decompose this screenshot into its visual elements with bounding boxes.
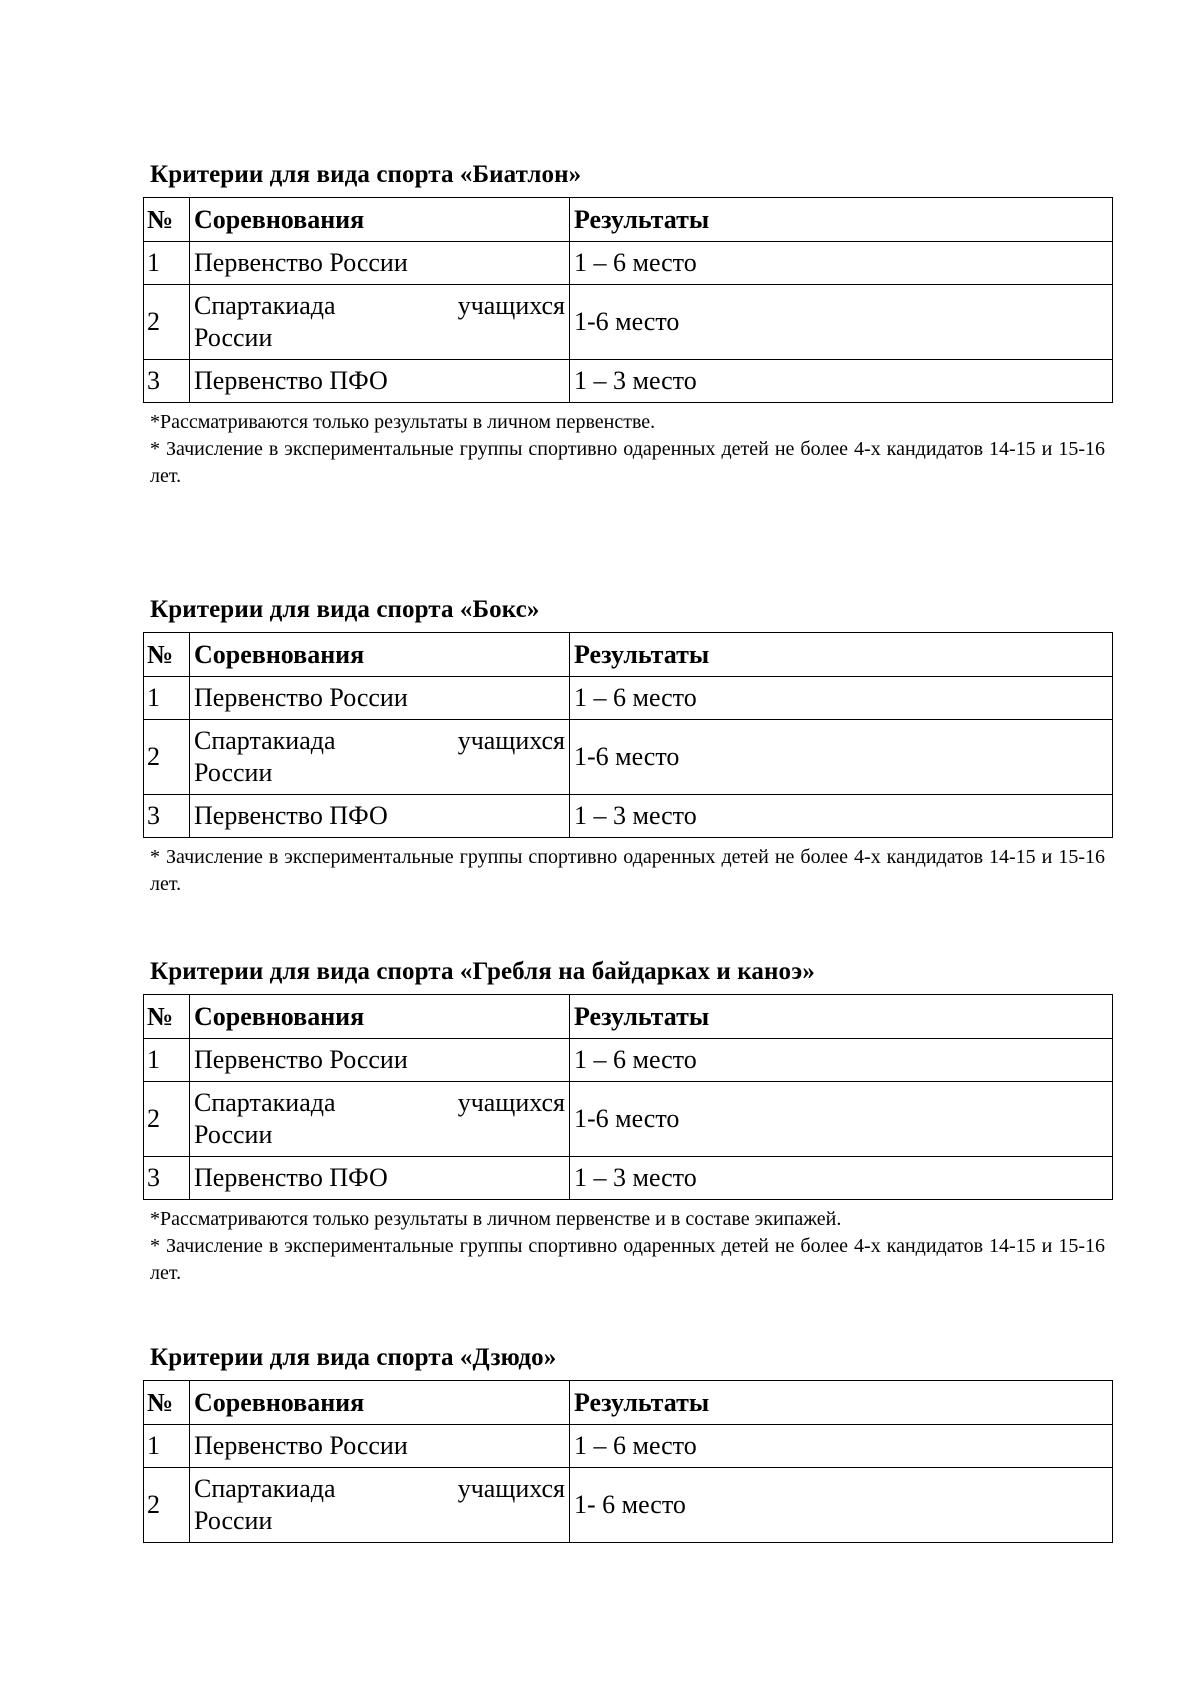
row-result: 1 – 3 место <box>570 795 1113 838</box>
table-row <box>144 677 1113 720</box>
row-num: 2 <box>144 1468 190 1543</box>
competition-word: Спартакиада <box>194 291 336 320</box>
row-num: 1 <box>144 1425 190 1468</box>
table-row <box>144 360 1113 403</box>
row-competition <box>190 285 570 360</box>
row-num: 3 <box>144 360 190 403</box>
table-header-row <box>144 633 1113 677</box>
row-competition <box>190 1468 570 1543</box>
table-row <box>144 1082 1113 1157</box>
table-row <box>144 242 1113 285</box>
competition-word: учащихся <box>457 1088 565 1117</box>
row-competition: Первенство России <box>190 1425 570 1468</box>
section-boxing <box>143 595 1112 898</box>
section-title: Критерии для вида спорта «Биатлон» <box>150 161 582 188</box>
note: *Рассматриваются только результаты в личном первенстве. <box>150 411 656 433</box>
row-result: 1-6 место <box>570 285 1113 360</box>
section-biathlon <box>143 160 1112 490</box>
row-num: 1 <box>144 1039 190 1082</box>
row-num: 3 <box>144 1157 190 1200</box>
table-row <box>144 1425 1113 1468</box>
criteria-table <box>143 994 1113 1200</box>
table-row <box>144 1039 1113 1082</box>
competition-word: Спартакиада <box>194 1474 336 1503</box>
header-results: Результаты <box>570 198 1113 242</box>
table-row <box>144 1468 1113 1543</box>
table-header-row <box>144 198 1113 242</box>
row-result: 1 – 6 место <box>570 677 1113 720</box>
table-row <box>144 720 1113 795</box>
table-row <box>144 1157 1113 1200</box>
row-result: 1-6 место <box>570 720 1113 795</box>
header-results: Результаты <box>570 1381 1113 1425</box>
competition-word: учащихся <box>457 1474 565 1503</box>
header-competition: Соревнования <box>190 198 570 242</box>
row-competition: Первенство России <box>190 242 570 285</box>
row-result: 1 – 6 место <box>570 242 1113 285</box>
table-header-row <box>144 1381 1113 1425</box>
competition-word: Спартакиада <box>194 1088 336 1117</box>
row-num: 2 <box>144 285 190 360</box>
row-result: 1 – 3 место <box>570 1157 1113 1200</box>
note: * Зачисление в экспериментальные группы спортивно одаренных детей не более 4-х кандидатов 14-15 и 15-16 лет. <box>150 438 1105 487</box>
header-num: № <box>144 1381 190 1425</box>
section-judo <box>143 1343 1112 1543</box>
row-competition: Первенство России <box>190 1039 570 1082</box>
section-notes <box>150 1206 1105 1287</box>
note: * Зачисление в экспериментальные группы спортивно одаренных детей не более 4-х кандидатов 14-15 и 15-16 лет. <box>150 846 1105 895</box>
section-notes <box>150 844 1105 898</box>
row-result: 1-6 место <box>570 1082 1113 1157</box>
row-competition: Первенство ПФО <box>190 795 570 838</box>
competition-word: России <box>194 1506 273 1535</box>
competition-word: России <box>194 758 273 787</box>
table-row <box>144 285 1113 360</box>
table-row <box>144 795 1113 838</box>
header-num: № <box>144 633 190 677</box>
header-num: № <box>144 198 190 242</box>
header-competition: Соревнования <box>190 1381 570 1425</box>
competition-word: России <box>194 1120 273 1149</box>
competition-word: России <box>194 323 273 352</box>
row-competition: Первенство ПФО <box>190 1157 570 1200</box>
row-competition <box>190 720 570 795</box>
row-num: 2 <box>144 1082 190 1157</box>
competition-word: учащихся <box>457 291 565 320</box>
row-result: 1 – 6 место <box>570 1425 1113 1468</box>
header-competition: Соревнования <box>190 995 570 1039</box>
section-title: Критерии для вида спорта «Бокс» <box>150 596 540 623</box>
criteria-table <box>143 632 1113 838</box>
criteria-table <box>143 197 1113 403</box>
header-competition: Соревнования <box>190 633 570 677</box>
note: *Рассматриваются только результаты в личном первенстве и в составе экипажей. <box>150 1208 842 1230</box>
criteria-table <box>143 1380 1113 1543</box>
header-results: Результаты <box>570 633 1113 677</box>
section-canoeing <box>143 957 1112 1287</box>
row-num: 1 <box>144 677 190 720</box>
header-num: № <box>144 995 190 1039</box>
row-num: 2 <box>144 720 190 795</box>
section-title: Критерии для вида спорта «Дзюдо» <box>150 1344 557 1371</box>
row-competition: Первенство России <box>190 677 570 720</box>
section-notes <box>150 409 1105 490</box>
row-result: 1- 6 место <box>570 1468 1113 1543</box>
competition-word: Спартакиада <box>194 726 336 755</box>
competition-word: учащихся <box>457 726 565 755</box>
section-title: Критерии для вида спорта «Гребля на байдарках и каноэ» <box>150 958 815 985</box>
row-result: 1 – 6 место <box>570 1039 1113 1082</box>
row-num: 1 <box>144 242 190 285</box>
header-results: Результаты <box>570 995 1113 1039</box>
row-competition: Первенство ПФО <box>190 360 570 403</box>
note: * Зачисление в экспериментальные группы спортивно одаренных детей не более 4-х кандидатов 14-15 и 15-16 лет. <box>150 1235 1105 1284</box>
row-result: 1 – 3 место <box>570 360 1113 403</box>
row-num: 3 <box>144 795 190 838</box>
table-header-row <box>144 995 1113 1039</box>
row-competition <box>190 1082 570 1157</box>
